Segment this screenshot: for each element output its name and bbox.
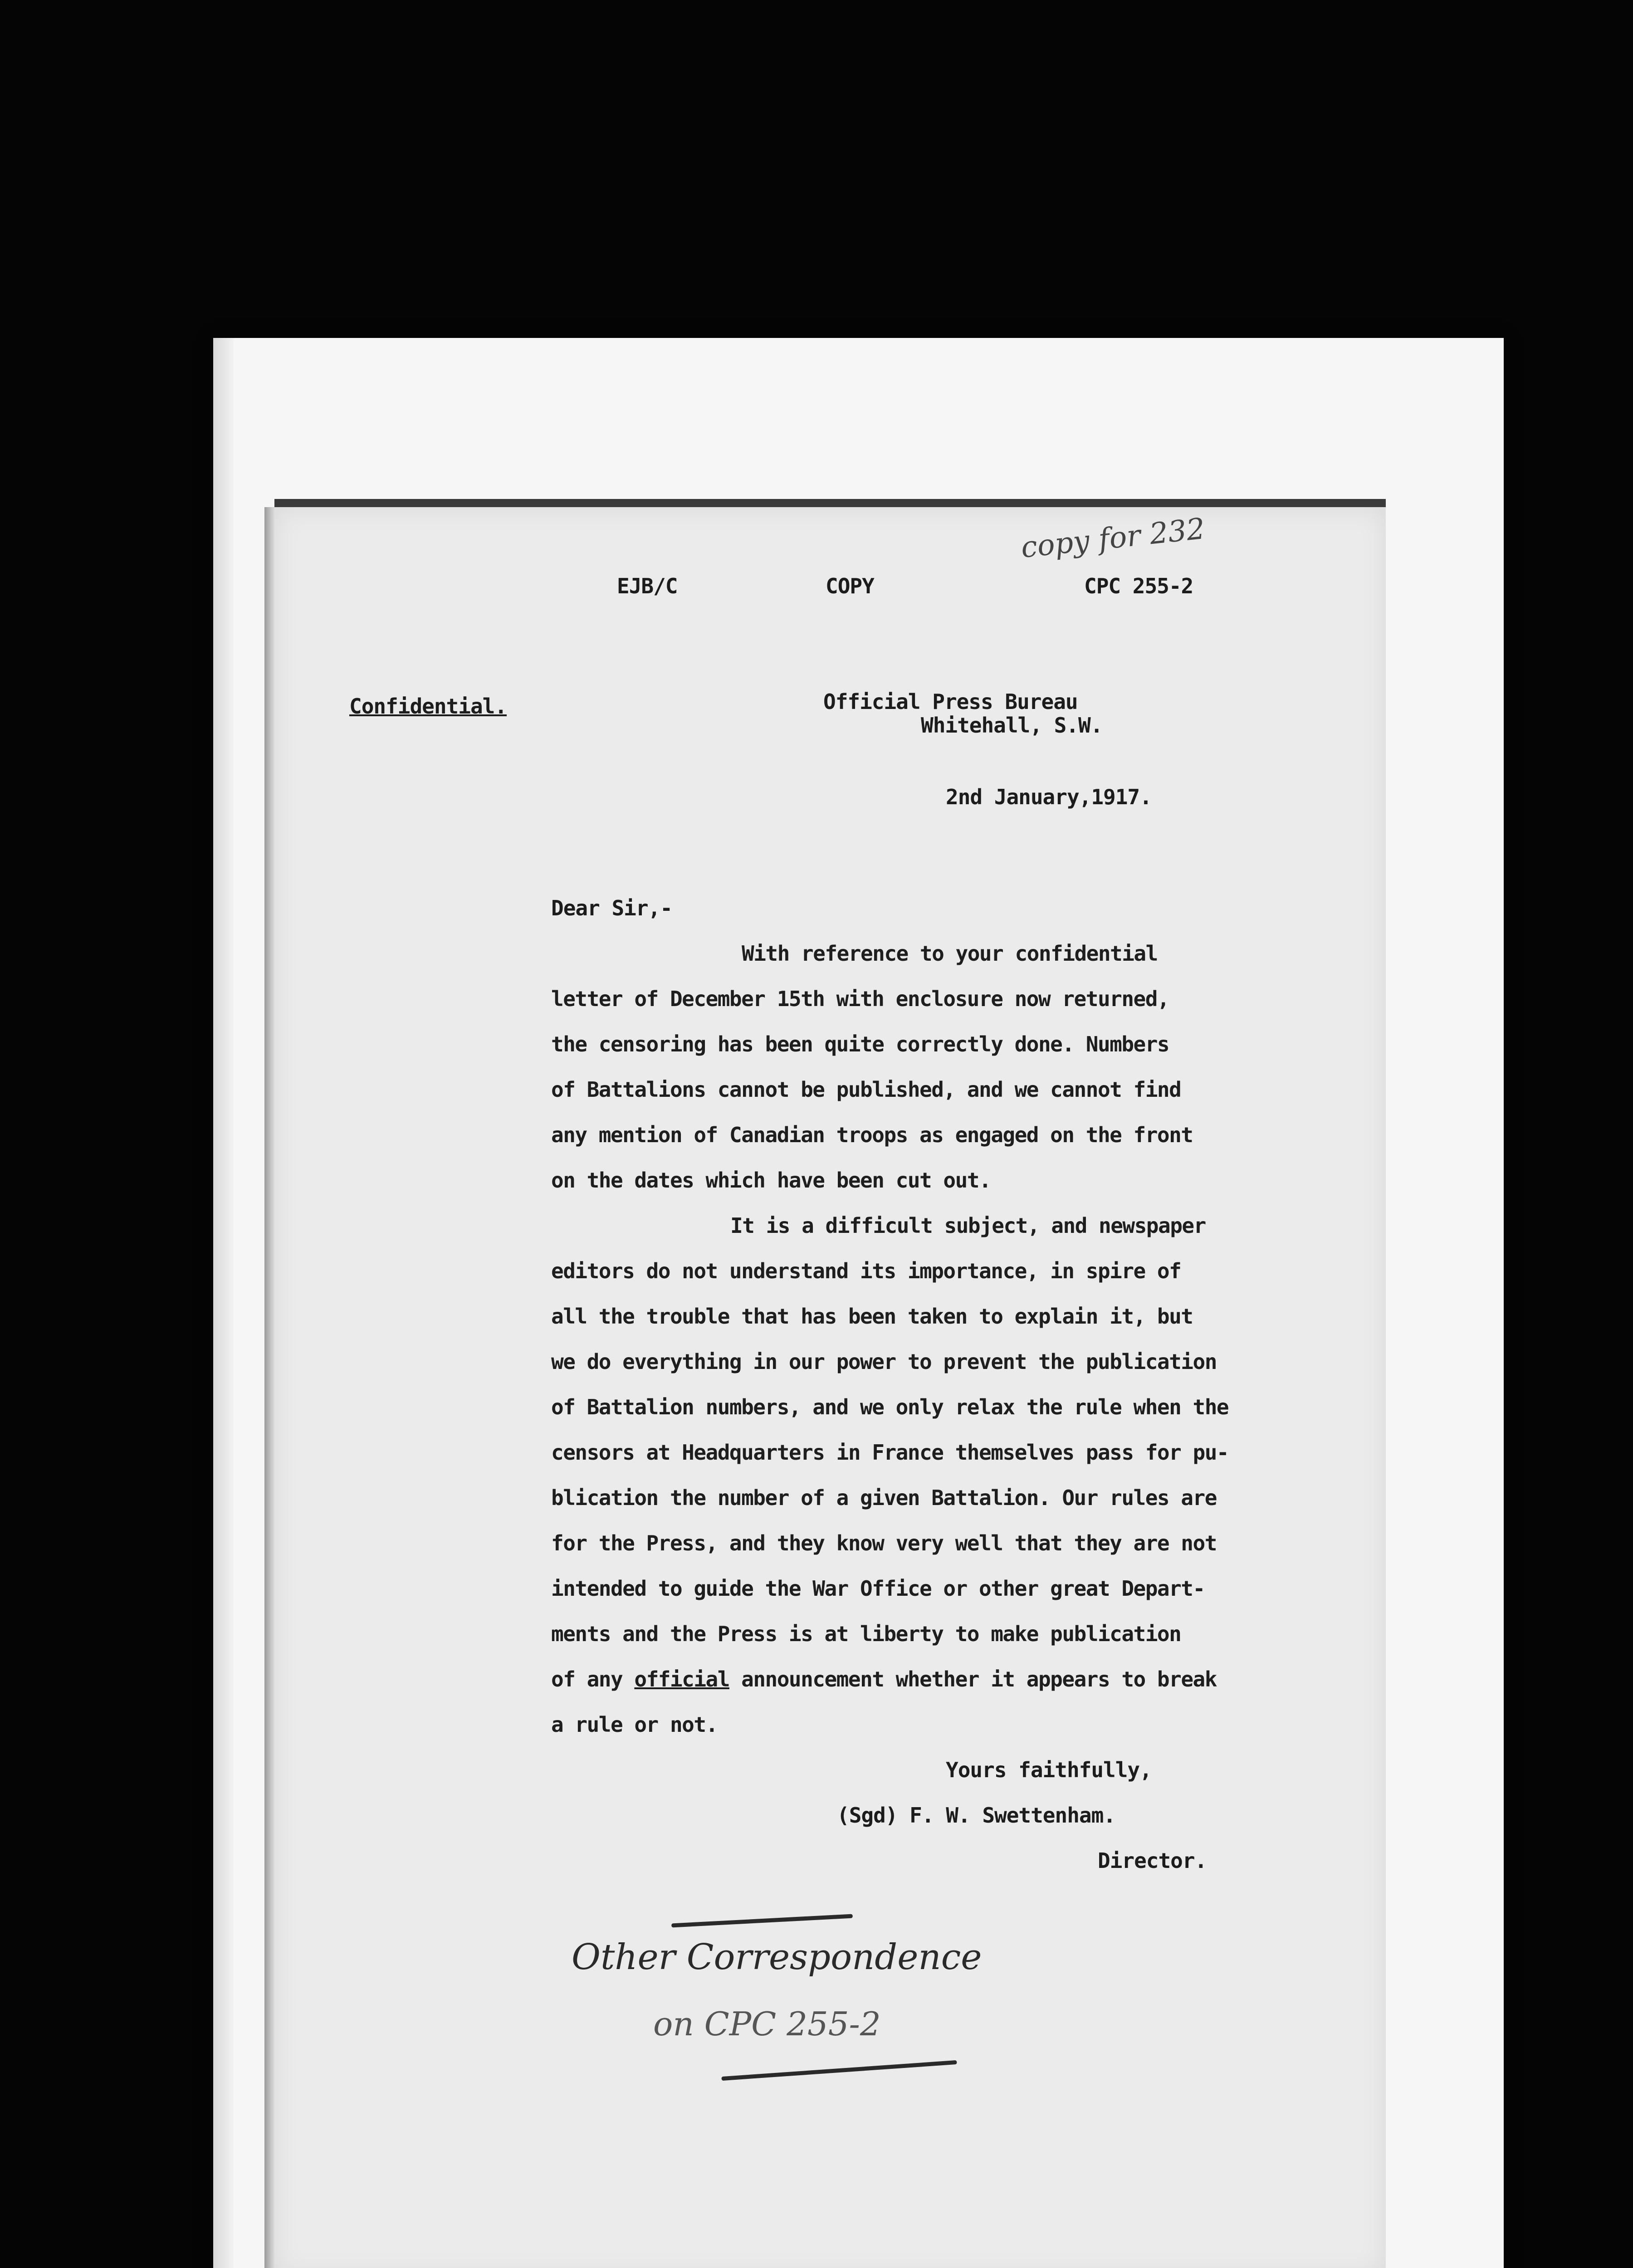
body-line: blication the number of a given Battalion. Our rules are [551, 1486, 1217, 1510]
closing: Yours faithfully, [946, 1758, 1152, 1782]
body-line: editors do not understand its importance, in spire of [551, 1259, 1181, 1283]
handwritten-note-line-1: Other Correspondence [572, 1937, 982, 1978]
body-line: letter of December 15th with enclosure now returned, [551, 987, 1169, 1011]
header-file-number: CPC 255-2 [1084, 574, 1193, 598]
body-line: It is a difficult subject, and newspaper [730, 1213, 1206, 1238]
underlined-word: official [634, 1667, 729, 1691]
body-line: for the Press, and they know very well that they are not [551, 1531, 1217, 1555]
signature: (Sgd) F. W. Swettenham. [837, 1803, 1115, 1828]
body-text: announcement whether it appears to break [729, 1667, 1217, 1691]
body-line: any mention of Canadian troops as engaged on the front [551, 1123, 1193, 1147]
sender-line-1: Official Press Bureau [823, 689, 1078, 714]
letter-page [274, 499, 1386, 2268]
letter-date: 2nd January,1917. [946, 785, 1152, 809]
sender-line-2: Whitehall, S.W. [921, 713, 1103, 738]
body-line-official [551, 1667, 1217, 1691]
signatory-title: Director. [1098, 1848, 1207, 1873]
handwritten-note-line-2: on CPC 255-2 [653, 2005, 881, 2043]
body-line: censors at Headquarters in France themselves pass for pu- [551, 1440, 1229, 1465]
body-line: all the trouble that has been taken to explain it, but [551, 1304, 1193, 1329]
sheet-edge [213, 338, 234, 2268]
body-text: of any [551, 1667, 635, 1691]
body-line: intended to guide the War Office or other great Depart- [551, 1576, 1205, 1601]
body-line: ments and the Press is at liberty to make publication [551, 1622, 1181, 1646]
body-line: of Battalion numbers, and we only relax the rule when the [551, 1395, 1229, 1419]
header-reference-initials: EJB/C [617, 574, 678, 598]
classification-label: Confidential. [349, 694, 507, 719]
body-line: of Battalions cannot be published, and we cannot find [551, 1077, 1181, 1102]
body-line: we do everything in our power to prevent the publication [551, 1349, 1217, 1374]
salutation: Dear Sir,- [551, 896, 672, 920]
page-edge-shadow [264, 507, 274, 2268]
body-line: the censoring has been quite correctly done. Numbers [551, 1032, 1169, 1056]
body-line: on the dates which have been cut out. [551, 1168, 991, 1193]
header-copy-mark: COPY [826, 574, 874, 598]
body-line: a rule or not. [551, 1712, 718, 1737]
body-line: With reference to your confidential [742, 941, 1158, 966]
handwritten-reference: copy for 232 [1019, 512, 1207, 565]
